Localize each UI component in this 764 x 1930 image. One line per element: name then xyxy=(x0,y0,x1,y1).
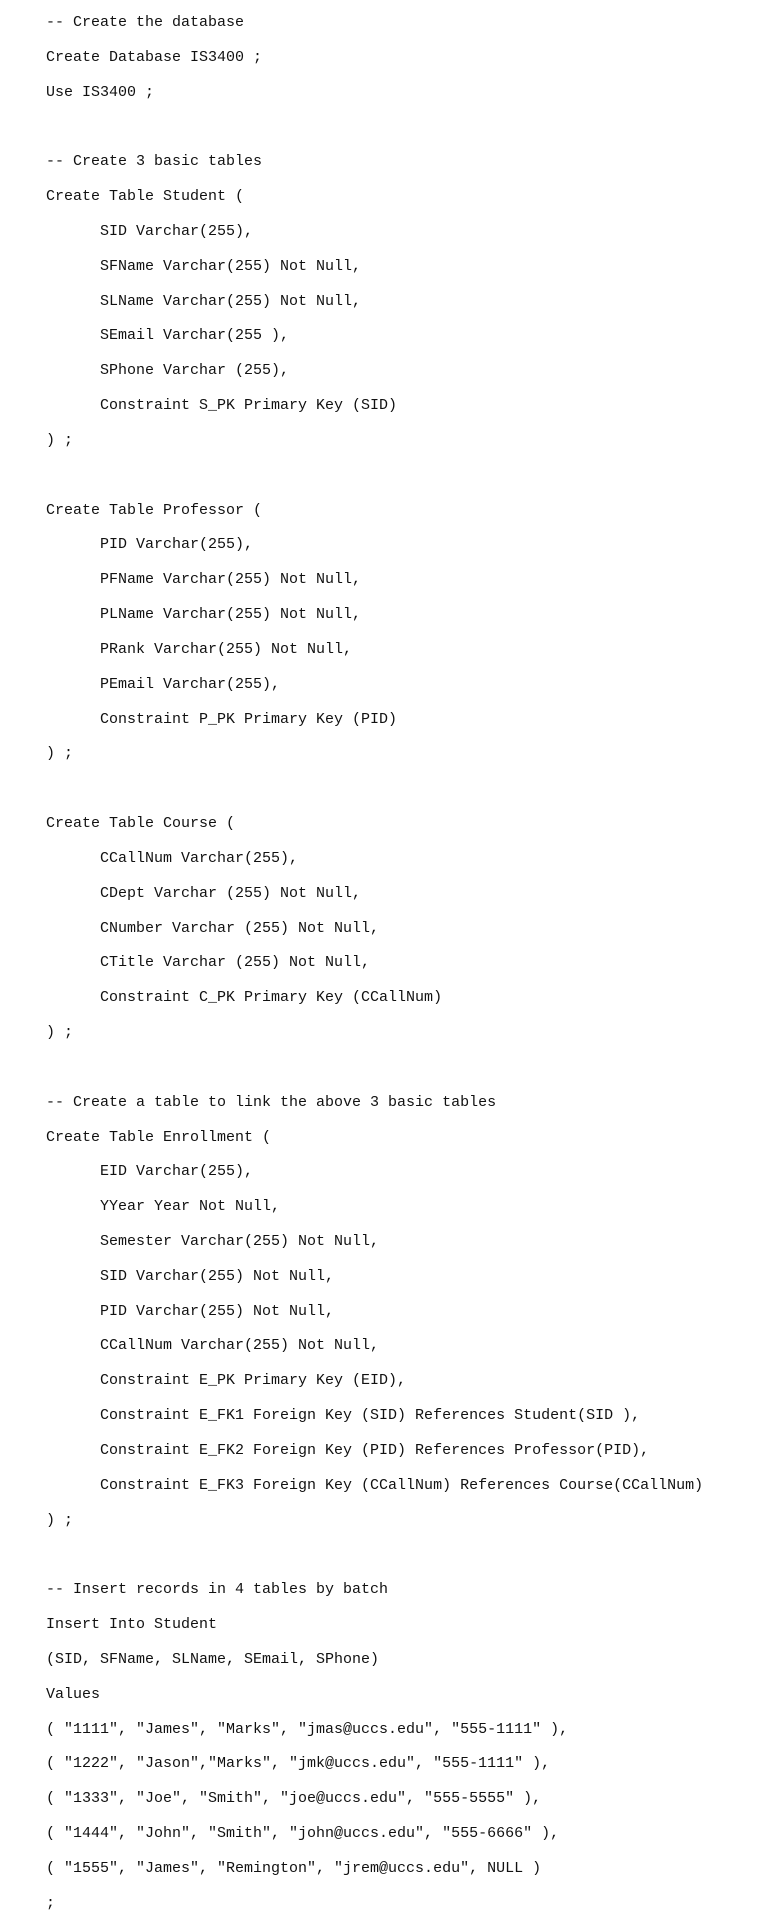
code-line: PRank Varchar(255) Not Null, xyxy=(46,640,353,658)
blank-line xyxy=(46,467,703,484)
code-line: SEmail Varchar(255 ), xyxy=(46,327,290,345)
code-line: CDept Varchar (255) Not Null, xyxy=(46,884,362,902)
code-line: Values xyxy=(46,1685,101,1703)
code-line: (SID, SFName, SLName, SEmail, SPhone) xyxy=(46,1650,380,1668)
code-line: Create Table Professor ( xyxy=(46,501,263,519)
code-line: Constraint S_PK Primary Key (SID) xyxy=(46,397,398,415)
code-line: SID Varchar(255), xyxy=(46,222,254,240)
code-line: ; xyxy=(46,1894,56,1912)
code-line: EID Varchar(255), xyxy=(46,1163,254,1181)
sql-comment: -- Create a table to link the above 3 basic tables xyxy=(46,1093,497,1111)
code-line: CNumber Varchar (255) Not Null, xyxy=(46,919,380,937)
code-line: ) ; xyxy=(46,1024,74,1042)
code-line: Constraint E_PK Primary Key (EID), xyxy=(46,1372,407,1390)
code-line: PEmail Varchar(255), xyxy=(46,675,281,693)
blank-line xyxy=(46,780,703,797)
code-line: ( "1111", "James", "Marks", "jmas@uccs.edu", "555-1111" ), xyxy=(46,1720,569,1738)
blank-line xyxy=(46,118,703,135)
code-line: ) ; xyxy=(46,745,74,763)
code-line: PFName Varchar(255) Not Null, xyxy=(46,571,362,589)
code-line: Constraint E_FK1 Foreign Key (SID) References Student(SID ), xyxy=(46,1407,641,1425)
code-line: Insert Into Student xyxy=(46,1616,218,1634)
blank-line xyxy=(46,1059,703,1076)
sql-comment: -- Insert records in 4 tables by batch xyxy=(46,1581,389,1599)
code-line: SFName Varchar(255) Not Null, xyxy=(46,257,362,275)
code-line: CCallNum Varchar(255), xyxy=(46,849,299,867)
code-line: Create Database IS3400 ; xyxy=(46,48,263,66)
code-line: Create Table Enrollment ( xyxy=(46,1128,272,1146)
code-line: Constraint P_PK Primary Key (PID) xyxy=(46,710,398,728)
sql-script xyxy=(46,14,703,1930)
code-line: SPhone Varchar (255), xyxy=(46,362,290,380)
code-line: Create Table Student ( xyxy=(46,188,245,206)
code-line: PID Varchar(255), xyxy=(46,536,254,554)
code-line: Constraint E_FK2 Foreign Key (PID) References Professor(PID), xyxy=(46,1441,650,1459)
code-line: Constraint E_FK3 Foreign Key (CCallNum) References Course(CCallNum) xyxy=(46,1476,704,1494)
code-line: ( "1222", "Jason","Marks", "jmk@uccs.edu", "555-1111" ), xyxy=(46,1755,551,1773)
code-line: PID Varchar(255) Not Null, xyxy=(46,1302,335,1320)
code-line: SLName Varchar(255) Not Null, xyxy=(46,292,362,310)
sql-comment: -- Create the database xyxy=(46,14,245,31)
code-line: ( "1444", "John", "Smith", "john@uccs.edu", "555-6666" ), xyxy=(46,1825,560,1843)
code-line: Semester Varchar(255) Not Null, xyxy=(46,1232,380,1250)
code-line: Constraint C_PK Primary Key (CCallNum) xyxy=(46,989,443,1007)
code-line: CTitle Varchar (255) Not Null, xyxy=(46,954,371,972)
sql-comment: -- Create 3 basic tables xyxy=(46,153,263,171)
code-line: ) ; xyxy=(46,1511,74,1529)
code-line: SID Varchar(255) Not Null, xyxy=(46,1267,335,1285)
code-line: CCallNum Varchar(255) Not Null, xyxy=(46,1337,380,1355)
code-line: Use IS3400 ; xyxy=(46,83,155,101)
code-line: ( "1333", "Joe", "Smith", "joe@uccs.edu", "555-5555" ), xyxy=(46,1790,542,1808)
code-line: ( "1555", "James", "Remington", "jrem@uccs.edu", NULL ) xyxy=(46,1859,542,1877)
blank-line xyxy=(46,1546,703,1563)
code-line: PLName Varchar(255) Not Null, xyxy=(46,606,362,624)
code-line: ) ; xyxy=(46,431,74,449)
code-line: Create Table Course ( xyxy=(46,815,236,833)
code-line: YYear Year Not Null, xyxy=(46,1198,281,1216)
